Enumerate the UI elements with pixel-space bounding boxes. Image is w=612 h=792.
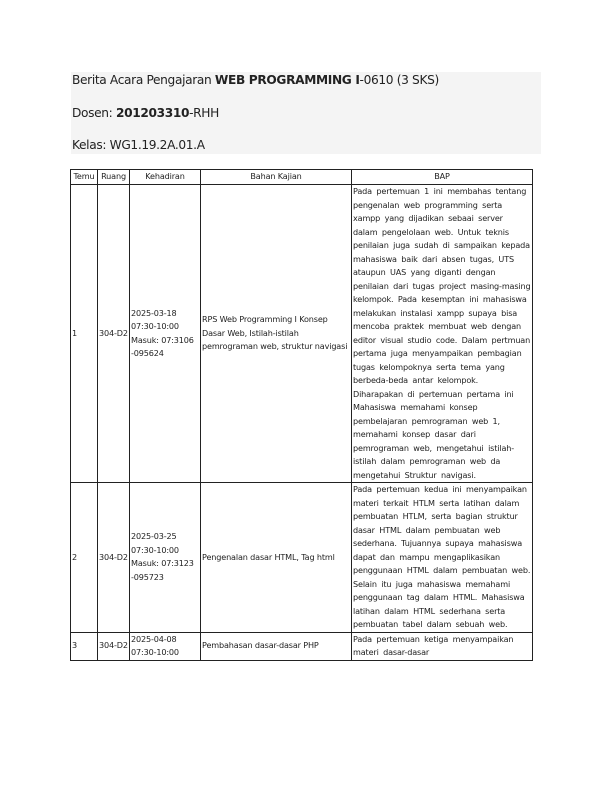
col-header-temu: Temu [71,170,98,185]
bap-text: Pada pertemuan kedua ini menyampaikan materi terkait HTLM serta latihan dalam pembuatan HTLM, serta bagian struktur dasar HTML dalam pembuatan web sederhana. Tujuannya supaya mahasiswa dapat dan mampu mengaplikasikan penggunaan HTML dalam pembuatan web. Selain itu juga mahasiswa memahami penggunaan tag dalam HTML. Mahasiswa latihan dalam HTML sederhana serta pembuatan tabel dalam sebuah web. [353,484,531,629]
bap-cell [352,632,533,660]
col-header-ruang: Ruang [98,170,130,185]
kehadiran-date: 2025-03-25 [131,531,177,542]
dosen-label: Dosen: [72,106,116,120]
kehadiran-masuk-end: -095624 [131,348,164,358]
ruang-cell: 304-D2 [98,483,130,633]
ruang-cell: 304-D2 [98,632,130,660]
bap-cell [352,185,533,483]
kehadiran-masuk: Masuk: 07:3123 [131,558,194,569]
dosen-line [72,106,219,120]
col-header-kehadiran: Kehadiran [130,170,201,185]
kehadiran-time: 07:30-10:00 [131,544,179,555]
kehadiran-date: 2025-04-08 [131,633,177,644]
bahan-kajian-cell: Pembahasan dasar-dasar PHP [201,632,352,660]
bap-cell [352,483,533,633]
table-row [71,632,533,660]
kehadiran-time: 07:30-10:00 [131,321,179,331]
temu-cell: 3 [71,632,98,660]
kehadiran-cell [130,185,201,483]
col-header-bap: BAP [352,170,533,185]
col-header-bahan-kajian: Bahan Kajian [201,170,352,185]
course-name: WEB PROGRAMMING I [214,73,360,87]
table-row [71,483,533,633]
course-code: -0610 (3 SKS) [359,73,439,87]
bap-text: Pada pertemuan ketiga menyampaikan materi dasar-dasar [353,633,514,657]
temu-cell: 1 [71,185,98,483]
temu-cell: 2 [71,483,98,633]
kehadiran-date: 2025-03-18 [131,307,177,318]
kehadiran-time: 07:30-10:00 [131,647,179,657]
dosen-code: -RHH [189,106,219,120]
kehadiran-masuk: Masuk: 07:3106 [131,334,194,345]
title-line [72,73,439,87]
table-header-row [71,170,533,185]
ruang-cell: 304-D2 [98,185,130,483]
title-prefix: Berita Acara Pengajaran [72,73,215,87]
dosen-id: 201203310 [115,106,190,120]
bahan-kajian-cell: Pengenalan dasar HTML, Tag html [201,483,352,633]
kehadiran-masuk-end: -095723 [131,571,164,582]
kehadiran-cell [130,483,201,633]
bap-text: Pada pertemuan 1 ini membahas tentang pengenalan web programming serta xampp yang dijadikan sebaai server dalam pengelolaan web. Untuk teknis penilaian juga sudah di sampaikan kepada mahasiswa baik dari absen tugas, UTS ataupun UAS yang diganti dengan penilaian dari tugas project masing-masing kelompok. Pada kesemptan ini mahasiswa melakukan instalasi xampp supaya bisa mencoba praktek membuat web dengan editor visual studio code. Dalam pertmuan pertama juga menyampaikan pembagian tugas kelompoknya serta tema yang berbeda-beda antar kelompok. Diharapakan di pertemuan pertama ini Mahasiswa memahami konsep pembelajaran pemrograman web 1, memahami konsep dasar dari pemrograman web, mengetahui istilah-istilah dalam pemrograman web da mengetahui Struktur navigasi. [353,186,531,480]
document-header [71,72,541,154]
bahan-kajian-cell: RPS Web Programming I Konsep Dasar Web, Istilah-istilah pemrograman web, struktur navigasi [201,185,352,483]
berita-acara-table [70,169,533,661]
table-row [71,185,533,483]
kelas-line: Kelas: WG1.19.2A.01.A [72,138,205,152]
kehadiran-cell [130,632,201,660]
